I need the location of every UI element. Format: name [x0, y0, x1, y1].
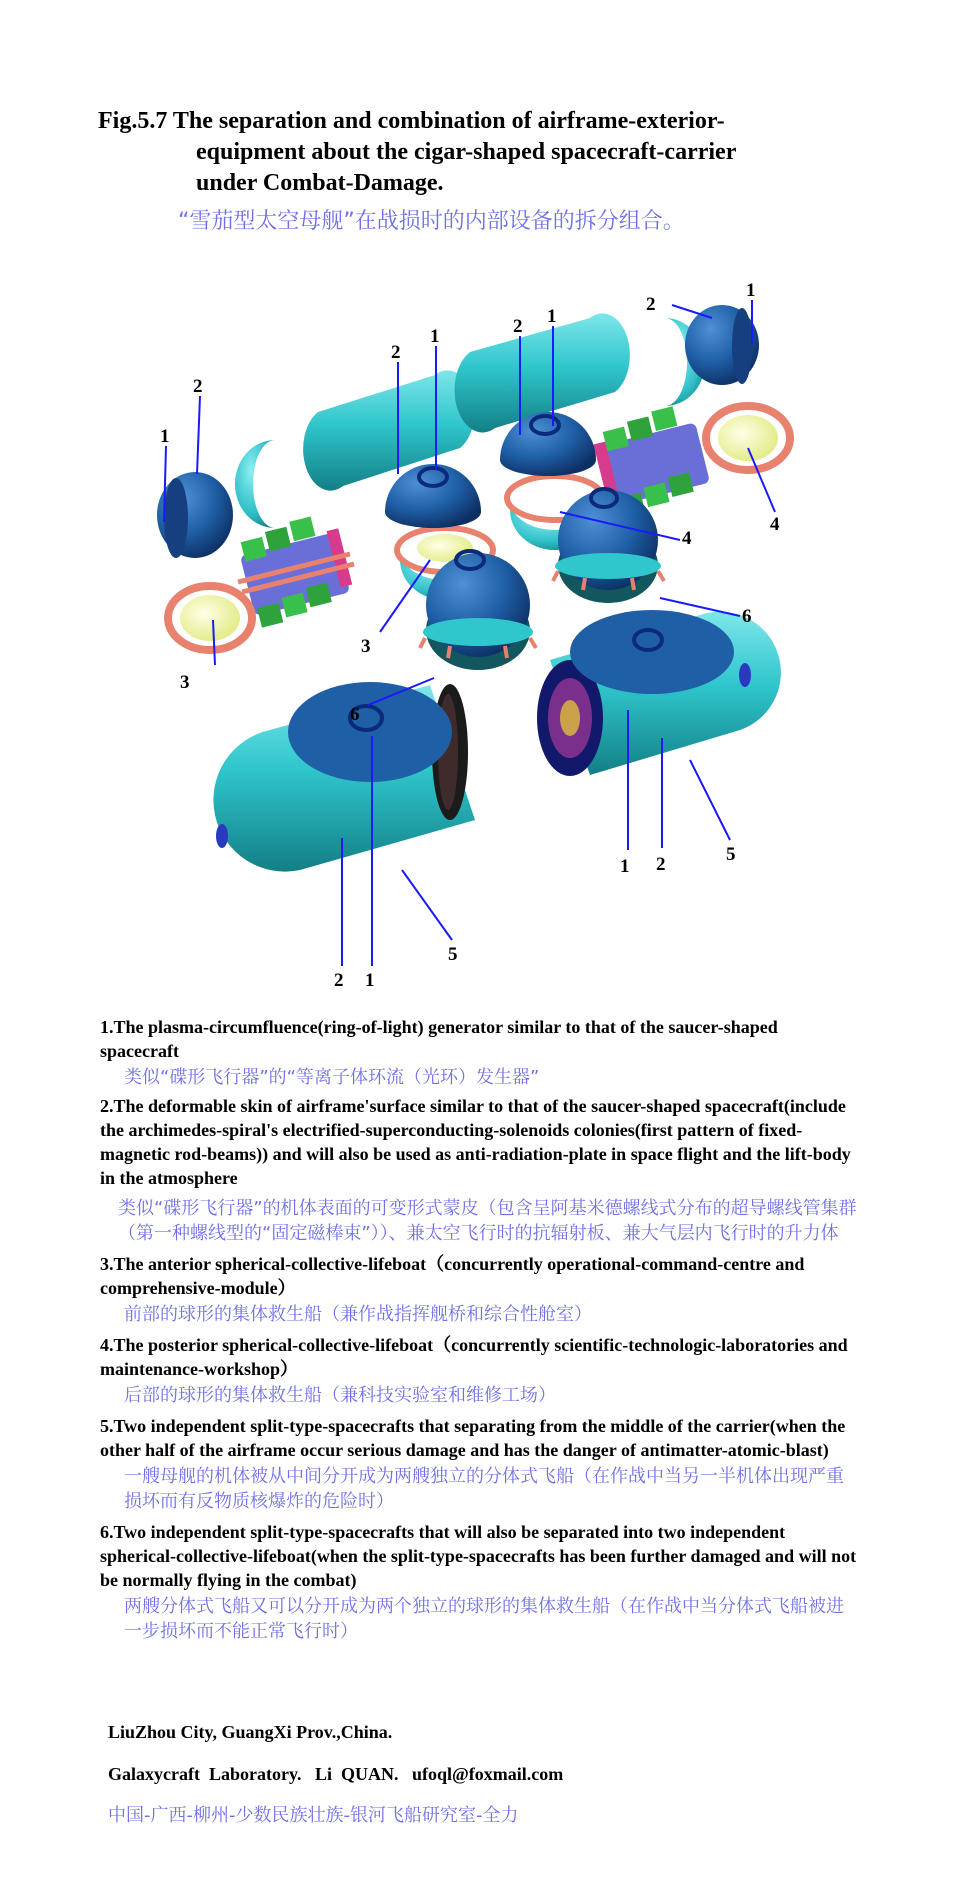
label-3-equipment-left: 3	[180, 672, 190, 693]
footer-lab-contact: Galaxycraft Laboratory. Li QUAN. ufoql@foxmail.com	[108, 1764, 564, 1784]
legend-item-6	[100, 1520, 860, 1644]
label-1-split-right: 1	[620, 856, 630, 877]
label-2-cylinder-left: 2	[391, 342, 401, 363]
label-1-cylinder-left: 1	[430, 326, 440, 347]
legend-item-5	[100, 1414, 860, 1514]
label-4-lifeboat: 4	[682, 528, 692, 549]
legend-item-2-en: 2.The deformable skin of airframe'surface similar to that of the saucer-shaped spacecraft(include the archimedes-spiral's electrified-superconducting-solenoids colonies(first pattern of fixed-magnetic rod-beams)) and will also be used as anti-radiation-plate in space flight and the lift-body in the atmosphere	[100, 1096, 851, 1188]
legend-item-3	[100, 1252, 860, 1327]
label-2-split-left: 2	[334, 970, 344, 991]
legend-item-2-cn: 类似“碟形飞行器”的机体表面的可变形式蒙皮（包含呈阿基米德螺线式分布的超导螺线管集群（第一种螺线型的“固定磁棒束”））、兼太空飞行时的抗辐射板、兼大气层内飞行时的升力体	[118, 1198, 857, 1244]
legend-item-5-cn: 一艘母舰的机体被从中间分开成为两艘独立的分体式飞船（在作战中当另一半机体出现严重损坏而有反物质核爆炸的危险时）	[124, 1466, 844, 1512]
figure-title-line-1: Fig.5.7 The separation and combination of airframe-exterior-	[98, 108, 725, 134]
figure-title-line-3: under Combat-Damage.	[196, 170, 444, 196]
label-3-lifeboat: 3	[361, 636, 371, 657]
footer-cn: 中国-广西-柳州-少数民族壮族-银河飞船研究室-全力	[108, 1805, 519, 1826]
figure-subtitle-cn: “雪茄型太空母舰”在战损时的内部设备的拆分组合。	[178, 209, 685, 234]
label-2-upper-left: 2	[193, 376, 203, 397]
label-5-right: 5	[726, 844, 736, 865]
legend-item-6-en: 6.Two independent split-type-spacecrafts that will also be separated into two independent spherical-collective-lifeboat(when the split-type-spacecrafts has been further damaged and will not be normally flying in the combat)	[100, 1522, 857, 1590]
legend-item-6-cn: 两艘分体式飞船又可以分开成为两个独立的球形的集体救生船（在作战中当分体式飞船被进一步损坏而不能正常飞行时）	[124, 1596, 844, 1642]
legend-item-3-en: 3.The anterior spherical-collective-lifeboat（concurrently operational-command-centre and comprehensive-module）	[100, 1254, 805, 1298]
legend-item-5-en: 5.Two independent split-type-spacecrafts that separating from the middle of the carrier(when the other half of the airframe occur serious damage and has the danger of antimatter-atomic-blast)	[100, 1416, 846, 1460]
legend-item-3-cn: 前部的球形的集体救生船（兼作战指挥舰桥和综合性舱室）	[124, 1304, 592, 1325]
label-1-cylinder-right: 1	[547, 306, 557, 327]
footer-location: LiuZhou City, GuangXi Prov.,China.	[108, 1722, 393, 1742]
label-1-upper-left: 1	[160, 426, 170, 447]
legend-item-2	[100, 1094, 860, 1246]
label-1-split-left: 1	[365, 970, 375, 991]
figure-title-line-2: equipment about the cigar-shaped spacecraft-carrier	[196, 139, 737, 165]
skin-hemisphere-right	[685, 305, 759, 385]
legend-item-4	[100, 1333, 860, 1408]
label-2-dome-right: 2	[646, 294, 656, 315]
legend	[100, 1015, 860, 1648]
legend-item-1-cn: 类似“碟形飞行器”的“等离子体环流（光环）发生器”	[124, 1067, 540, 1088]
legend-item-1-en: 1.The plasma-circumfluence(ring-of-light) generator similar to that of the saucer-shaped spacecraft	[100, 1017, 778, 1061]
label-5-left: 5	[448, 944, 458, 965]
split-spacecraft-left	[213, 682, 475, 872]
spacecraft-diagram	[0, 260, 960, 1000]
legend-item-4-en: 4.The posterior spherical-collective-lifeboat（concurrently scientific-technologic-laboratories and maintenance-workshop）	[100, 1335, 848, 1379]
label-1-dome-right: 1	[746, 280, 756, 301]
label-2-split-right: 2	[656, 854, 666, 875]
lifeboat-closed-right	[553, 489, 664, 603]
label-4-equipment-right: 4	[770, 514, 780, 535]
hull-cap-left	[235, 440, 275, 528]
label-6-right: 6	[742, 606, 752, 627]
legend-item-1	[100, 1015, 860, 1090]
footer	[108, 1720, 868, 1828]
label-2-cylinder-right: 2	[513, 316, 523, 337]
split-spacecraft-right	[537, 610, 781, 776]
legend-item-4-cn: 后部的球形的集体救生船（兼科技实验室和维修工场）	[124, 1385, 556, 1406]
skin-hemisphere-left	[157, 472, 233, 558]
label-6-left: 6	[350, 704, 360, 725]
figure-title	[98, 106, 858, 199]
